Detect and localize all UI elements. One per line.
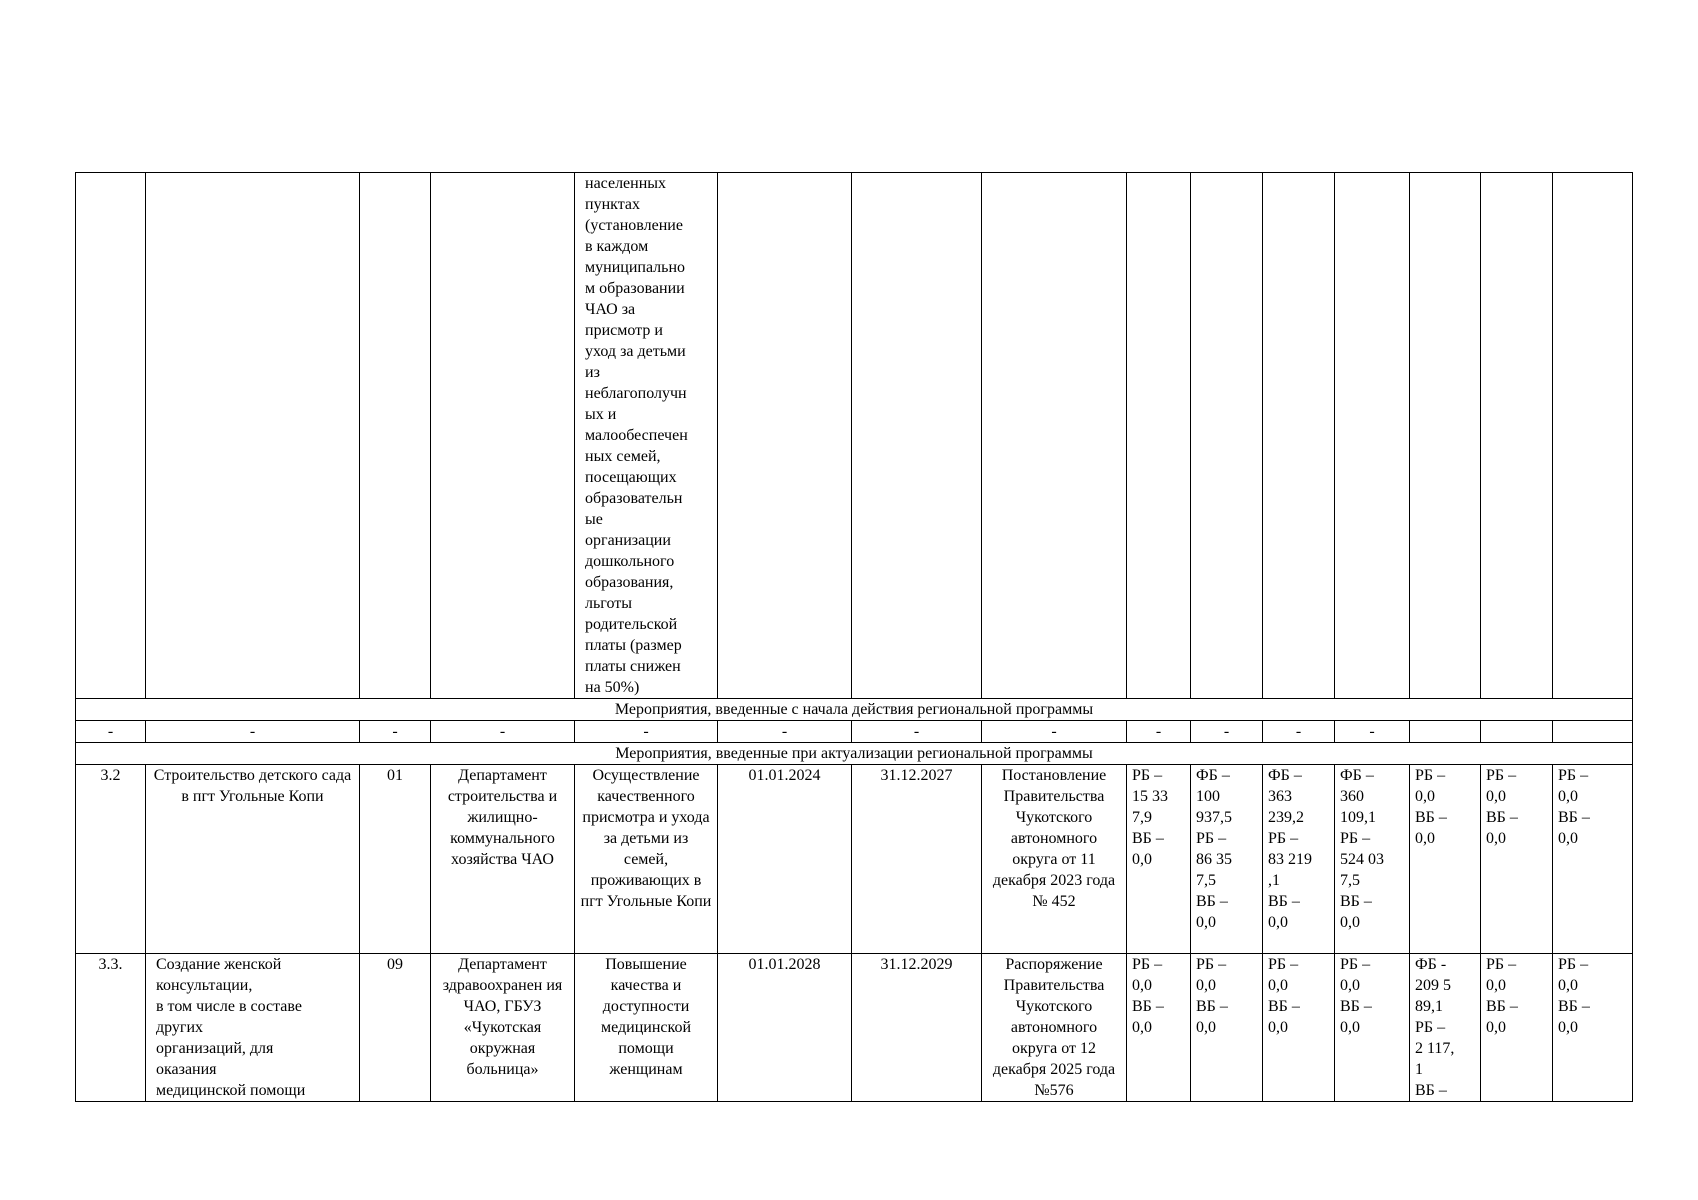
cell-code: 01 <box>360 765 431 954</box>
cell-fin: ФБ – 363 239,2 РБ – 83 219 ,1 ВБ – 0,0 <box>1263 765 1335 954</box>
cell-fin: РБ – 0,0 ВБ – 0,0 <box>1263 954 1335 1102</box>
cell-document: Постановление Правительства Чукотского автономного округа от 11 декабря 2023 года № 452 <box>982 765 1127 954</box>
cell-fin <box>1127 173 1191 699</box>
dash-cell: - <box>718 721 852 743</box>
dash-cell: - <box>982 721 1127 743</box>
cell-num: 3.2 <box>76 765 146 954</box>
cell-start <box>718 173 852 699</box>
cell-fin: РБ – 15 33 7,9 ВБ – 0,0 <box>1127 765 1191 954</box>
cell-fin: РБ – 0,0 ВБ – 0,0 <box>1481 765 1553 954</box>
dash-cell: - <box>76 721 146 743</box>
cell-executor: Департамент здравоохранен ия ЧАО, ГБУЗ «Чукотская окружная больница» <box>431 954 575 1102</box>
cell-document <box>982 173 1127 699</box>
cell-effect: Повышение качества и доступности медицинской помощи женщинам <box>575 954 718 1102</box>
cell-fin <box>1481 173 1553 699</box>
cell-fin: РБ – 0,0 ВБ – 0,0 <box>1127 954 1191 1102</box>
dash-cell: - <box>146 721 360 743</box>
cell-code: 09 <box>360 954 431 1102</box>
dash-row <box>76 721 1633 743</box>
cell-fin <box>1191 173 1263 699</box>
cell-num <box>76 173 146 699</box>
cell-fin: ФБ – 100 937,5 РБ – 86 35 7,5 ВБ – 0,0 <box>1191 765 1263 954</box>
cell-fin: РБ – 0,0 ВБ – 0,0 <box>1553 765 1633 954</box>
section-header-row <box>76 699 1633 721</box>
cell-fin: РБ – 0,0 ВБ – 0,0 <box>1553 954 1633 1102</box>
cell-fin: ФБ - 209 5 89,1 РБ – 2 117, 1 ВБ – <box>1410 954 1481 1102</box>
dash-cell: - <box>575 721 718 743</box>
cell-fin: РБ – 0,0 ВБ – 0,0 <box>1335 954 1410 1102</box>
program-table <box>75 172 1633 1102</box>
cell-start: 01.01.2028 <box>718 954 852 1102</box>
cell-document: Распоряжение Правительства Чукотского автономного округа от 12 декабря 2025 года №576 <box>982 954 1127 1102</box>
dash-cell: - <box>852 721 982 743</box>
cell-end <box>852 173 982 699</box>
cell-executor: Департамент строительства и жилищно-коммунального хозяйства ЧАО <box>431 765 575 954</box>
section-header: Мероприятия, введенные с начала действия региональной программы <box>76 699 1633 721</box>
empty-cell <box>1481 721 1553 743</box>
cell-fin: РБ – 0,0 ВБ – 0,0 <box>1481 954 1553 1102</box>
empty-cell <box>1410 721 1481 743</box>
table-row <box>76 954 1633 1102</box>
empty-cell <box>1553 721 1633 743</box>
dash-cell: - <box>431 721 575 743</box>
cell-fin <box>1335 173 1410 699</box>
cell-executor <box>431 173 575 699</box>
cell-effect: Осуществление качественного присмотра и ухода за детьми из семей, проживающих в пгт Угольные Копи <box>575 765 718 954</box>
continuation-row <box>76 173 1633 699</box>
dash-cell: - <box>1191 721 1263 743</box>
cell-num: 3.3. <box>76 954 146 1102</box>
cell-end: 31.12.2029 <box>852 954 982 1102</box>
dash-cell: - <box>1127 721 1191 743</box>
cell-fin: ФБ – 360 109,1 РБ – 524 03 7,5 ВБ – 0,0 <box>1335 765 1410 954</box>
table-row <box>76 765 1633 954</box>
section-header: Мероприятия, введенные при актуализации региональной программы <box>76 743 1633 765</box>
dash-cell: - <box>1263 721 1335 743</box>
dash-cell: - <box>1335 721 1410 743</box>
section-header-row <box>76 743 1633 765</box>
cell-effect: населенных пунктах (установление в каждом муниципально м образовании ЧАО за присмотр и уход за детьми из неблагополучн ых и малообеспечен ных семей, посещающих образовательн ые организации дошкольного образования, льготы родительской платы (размер платы снижен на 50%) <box>575 173 718 699</box>
cell-end: 31.12.2027 <box>852 765 982 954</box>
cell-name <box>146 173 360 699</box>
cell-fin <box>1410 173 1481 699</box>
cell-name: Создание женской консультации, в том числе в составе других организаций, для оказания медицинской помощи <box>146 954 360 1102</box>
cell-fin <box>1263 173 1335 699</box>
cell-name: Строительство детского сада в пгт Угольные Копи <box>146 765 360 954</box>
cell-fin: РБ – 0,0 ВБ – 0,0 <box>1410 765 1481 954</box>
cell-code <box>360 173 431 699</box>
cell-start: 01.01.2024 <box>718 765 852 954</box>
cell-fin <box>1553 173 1633 699</box>
cell-fin: РБ – 0,0 ВБ – 0,0 <box>1191 954 1263 1102</box>
dash-cell: - <box>360 721 431 743</box>
